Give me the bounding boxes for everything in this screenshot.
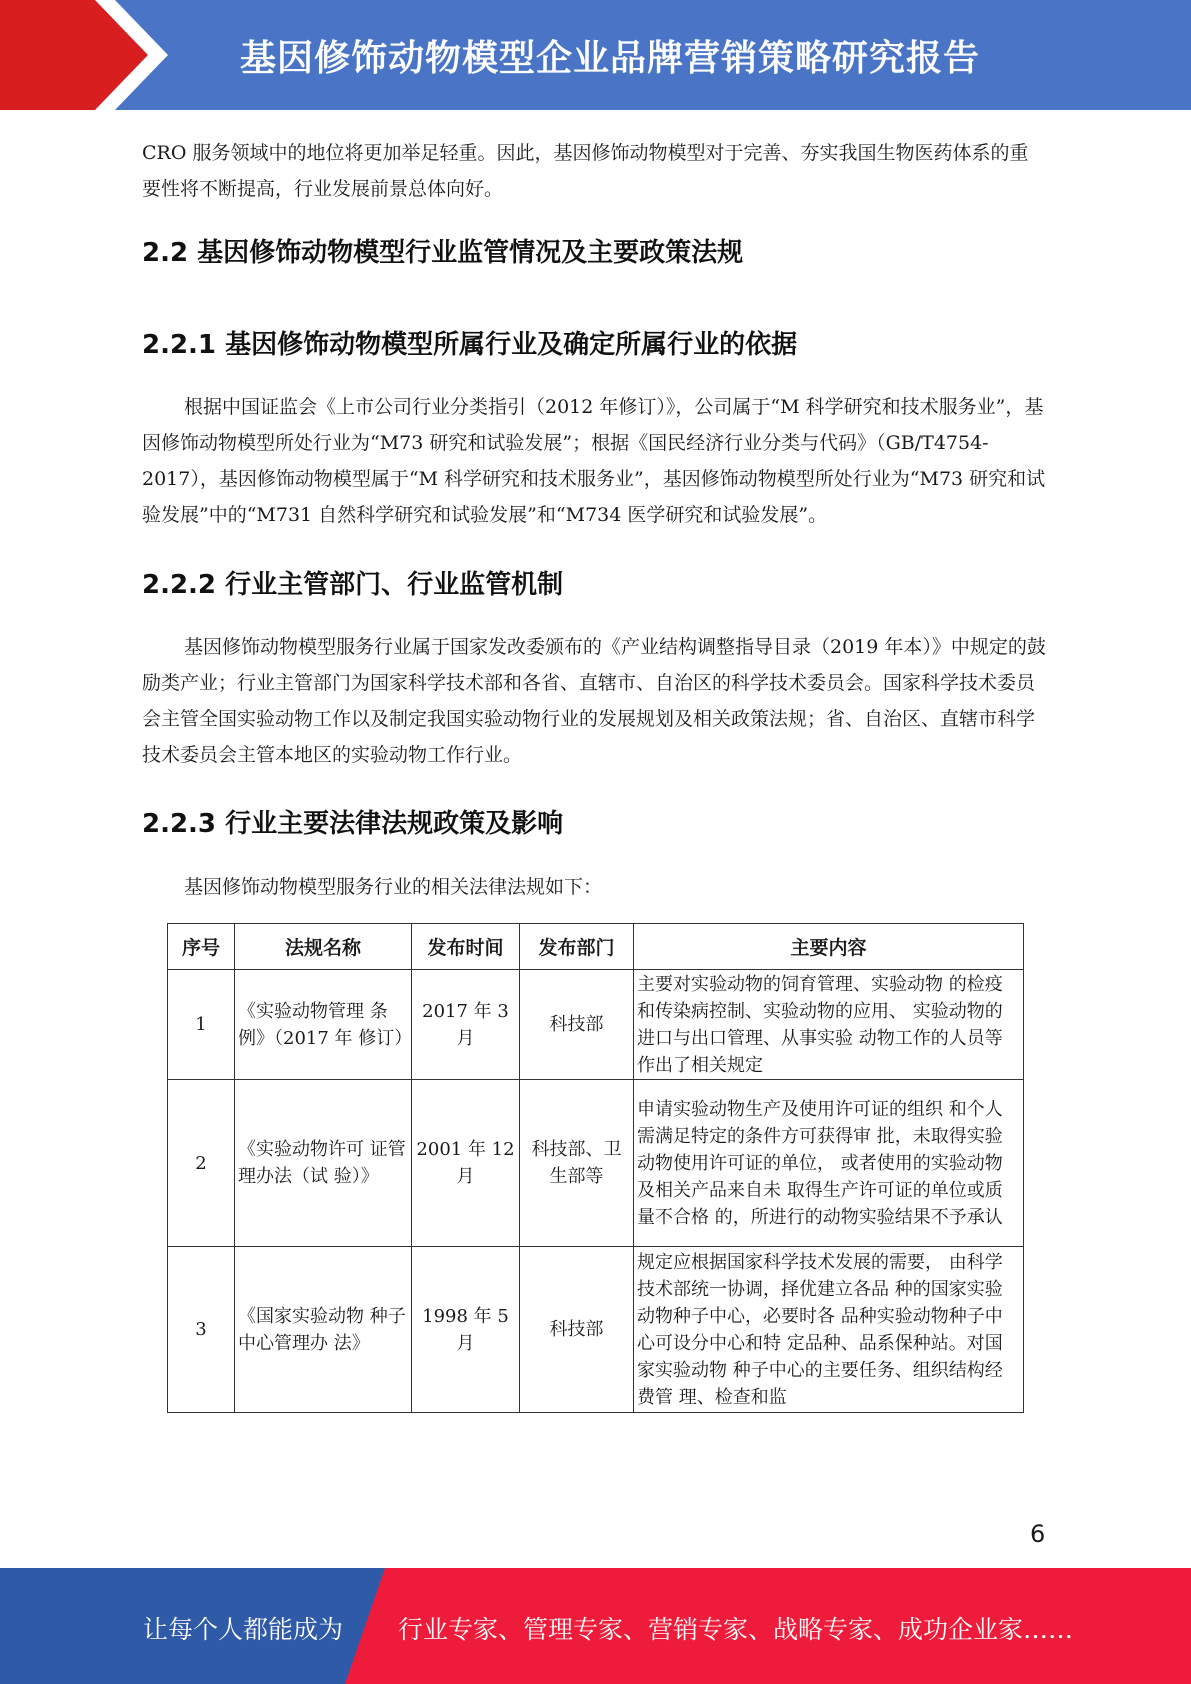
page-header — [0, 0, 1191, 110]
cell-date: 1998 年 5月 — [412, 1247, 520, 1413]
footer-slogan-right: 行业专家、管理专家、营销专家、战略专家、成功企业家…… — [398, 1615, 1074, 1644]
cell-name: 《实验动物许可 证管理办法（试 验）》 — [235, 1080, 412, 1247]
table-row — [168, 1080, 1024, 1247]
column-header-department: 发布部门 — [520, 924, 634, 970]
column-header-content: 主要内容 — [634, 924, 1024, 970]
cell-name: 《国家实验动物 种子中心管理办 法》 — [235, 1247, 412, 1413]
table-header-row — [168, 924, 1024, 970]
table-row — [168, 970, 1024, 1080]
section-heading-2-2: 2.2 基因修饰动物模型行业监管情况及主要政策法规 — [142, 238, 744, 268]
section-2-2-1-paragraph: 根据中国证监会《上市公司行业分类指引（2012 年修订）》，公司属于“M 科学研究和技术服务业”，基因修饰动物模型所处行业为“M73 研究和试验发展”；根据《国民经济行业分类与代码》（GB/T4754-2017），基因修饰动物模型属于“M 科学研究和技术服务业”，基因修饰动物模型所处行业为“M73 研究和试验发展”中的“M731 自然科学研究和试验发展”和“M734 医学研究和试验发展”。 — [142, 396, 1046, 526]
footer-slogan-left: 让每个人都能成为 — [143, 1615, 344, 1644]
column-header-name: 法规名称 — [235, 924, 412, 970]
cell-number: 1 — [168, 970, 235, 1080]
cell-name: 《实验动物管理 条例》（2017 年 修订） — [235, 970, 412, 1080]
section-heading-2-2-2: 2.2.2 行业主管部门、行业监管机制 — [142, 570, 564, 600]
table-row — [168, 1247, 1024, 1413]
header-arrow-decoration — [0, 0, 260, 110]
cell-department: 科技部 — [520, 970, 634, 1080]
cell-content: 申请实验动物生产及使用许可证的组织 和个人需满足特定的条件方可获得审 批，未取得实验动物使用许可证的单位， 或者使用的实验动物及相关产品来自未 取得生产许可证的单位或质量不合格 的，所进行的动物实验结果不予承认 — [634, 1080, 1024, 1247]
document-title: 基因修饰动物模型企业品牌营销策略研究报告 — [240, 38, 981, 79]
section-2-2-2-paragraph: 基因修饰动物模型服务行业属于国家发改委颁布的《产业结构调整指导目录（2019 年本）》中规定的鼓励类产业；行业主管部门为国家科学技术部和各省、直辖市、自治区的科学技术委员会。国家科学技术委员会主管全国实验动物工作以及制定我国实验动物行业的发展规划及相关政策法规；省、自治区、直辖市科学技术委员会主管本地区的实验动物工作行业。 — [142, 636, 1046, 766]
cell-department: 科技部、卫生部等 — [520, 1080, 634, 1247]
cell-number: 2 — [168, 1080, 235, 1247]
section-heading-2-2-3: 2.2.3 行业主要法律法规政策及影响 — [142, 809, 564, 839]
regulations-table — [167, 923, 1024, 1413]
cell-content: 主要对实验动物的饲育管理、实验动物 的检疫和传染病控制、实验动物的应用、 实验动物的进口与出口管理、从事实验 动物工作的人员等作出了相关规定 — [634, 970, 1024, 1080]
column-header-date: 发布时间 — [412, 924, 520, 970]
cell-content: 规定应根据国家科学技术发展的需要， 由科学技术部统一协调，择优建立各品 种的国家实验动物种子中心，必要时各 品种实验动物种子中心可设分中心和特 定品种、品系保种站。对国家实验动物 种子中心的主要任务、组织结构经费管 理、检查和监 — [634, 1247, 1024, 1413]
cell-number: 3 — [168, 1247, 235, 1413]
cell-date: 2001 年 12月 — [412, 1080, 520, 1247]
page-footer — [0, 1568, 1191, 1684]
intro-paragraph: CRO 服务领域中的地位将更加举足轻重。因此，基因修饰动物模型对于完善、夯实我国生物医药体系的重要性将不断提高，行业发展前景总体向好。 — [142, 142, 1029, 200]
cell-date: 2017 年 3月 — [412, 970, 520, 1080]
section-2-2-3-lead: 基因修饰动物模型服务行业的相关法律法规如下： — [184, 876, 603, 898]
page-number: 6 — [1030, 1520, 1046, 1548]
section-heading-2-2-1: 2.2.1 基因修饰动物模型所属行业及确定所属行业的依据 — [142, 330, 798, 360]
column-header-number: 序号 — [168, 924, 235, 970]
cell-department: 科技部 — [520, 1247, 634, 1413]
